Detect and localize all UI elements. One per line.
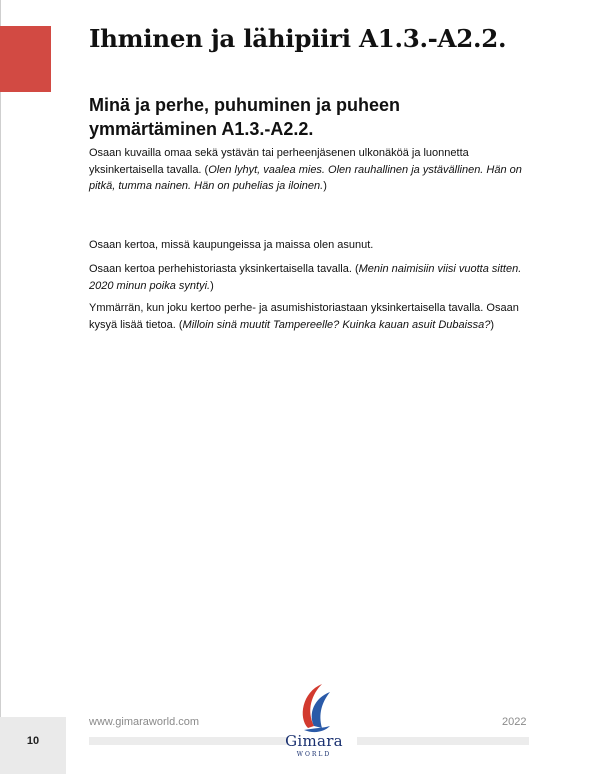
logo-swoosh-icon [284, 680, 344, 736]
section-heading: Minä ja perhe, puhuminen ja puheen ymmärtäminen A1.3.-A2.2. [89, 95, 401, 139]
footer-bar [357, 737, 529, 745]
page-title: Ihminen ja lähipiiri A1.3.-A2.2. [89, 24, 507, 53]
paragraph-understanding: Ymmärrän, kun joku kertoo perhe- ja asumishistoriastaan yksinkertaisella tavalla. Osaan kysyä lisää tietoa. (Milloin sinä muutit Tampereelle? Kuinka kauan asuit Dubaissa?) [89, 302, 519, 331]
page-edge [0, 0, 1, 774]
example-text: Menin naimisiin viisi vuotta sitten. 2020 minun poika syntyi. [89, 263, 522, 292]
footer-bar [89, 737, 288, 745]
footer-url: www.gimaraworld.com [89, 716, 200, 728]
example-text: Olen lyhyt, vaalea mies. Olen rauhallinen ja ystävällinen. Hän on pitkä, tumma nainen. Hän on puhelias ja iloinen. [89, 163, 522, 192]
accent-block [0, 26, 51, 92]
example-text: Milloin sinä muutit Tampereelle? Kuinka kauan asuit Dubaissa? [182, 318, 491, 331]
logo-wordmark: Gimara [285, 732, 343, 750]
page-number: 10 [26, 735, 40, 747]
logo-subtitle: WORLD [296, 751, 332, 758]
page-number-box [0, 717, 66, 774]
gimara-logo [284, 680, 344, 770]
footer-year: 2022 [502, 716, 527, 728]
paragraph-appearance: Osaan kuvailla omaa sekä ystävän tai perheenjäsenen ulkonäköä ja luonnetta yksinkertaisella tavalla. (Olen lyhyt, vaalea mies. Olen rauhallinen ja ystävällinen. Hän on pitkä, tumma nainen. Hän on puhelias ja iloinen.) [89, 147, 522, 192]
paragraph-residence: Osaan kertoa, missä kaupungeissa ja maissa olen asunut. [89, 239, 374, 251]
paragraph-family-history: Osaan kertoa perhehistoriasta yksinkertaisella tavalla. (Menin naimisiin viisi vuotta sitten. 2020 minun poika syntyi.) [89, 263, 522, 292]
